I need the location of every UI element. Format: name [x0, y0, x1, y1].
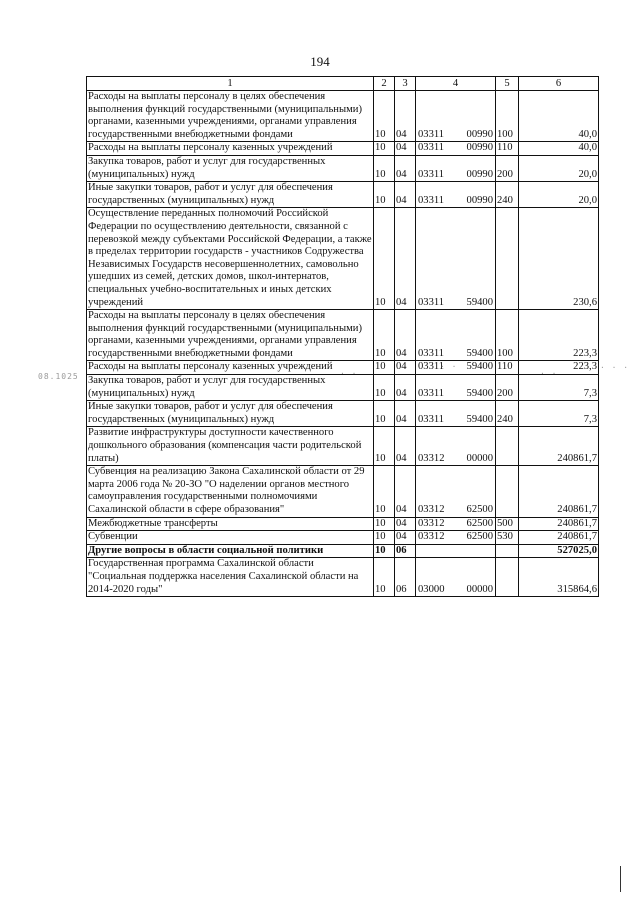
header-col-6: 6 — [519, 77, 599, 91]
row-amount: 20,0 — [519, 155, 599, 181]
row-expense-type — [496, 427, 519, 466]
row-section: 10 — [374, 531, 395, 545]
row-target-code: 03311 — [418, 413, 445, 425]
page-number: 194 — [310, 54, 330, 69]
table-row — [87, 310, 599, 361]
row-target-article — [416, 544, 496, 558]
row-target-code: 03311 — [418, 296, 445, 308]
row-target-direction: 00990 — [466, 168, 493, 180]
table-row — [87, 155, 599, 181]
header-col-3: 3 — [395, 77, 416, 91]
row-name: Другие вопросы в области социальной политики — [87, 544, 374, 558]
row-target-article — [416, 531, 496, 545]
row-expense-type: 200 — [496, 155, 519, 181]
row-section: 10 — [374, 310, 395, 361]
header-col-5: 5 — [496, 77, 519, 91]
row-target-direction: 00990 — [466, 142, 493, 154]
row-target-article — [416, 310, 496, 361]
row-section: 10 — [374, 142, 395, 156]
scan-mark-mid-1: · · — [340, 369, 358, 378]
row-subsection: 04 — [395, 310, 416, 361]
row-subsection: 04 — [395, 517, 416, 531]
row-amount: 527025,0 — [519, 544, 599, 558]
row-target-direction: 62500 — [466, 504, 493, 515]
row-target-article — [416, 142, 496, 156]
row-target-code: 03312 — [418, 531, 445, 543]
row-target-direction: 00000 — [466, 583, 493, 595]
row-target-code: 03311 — [418, 361, 445, 373]
row-expense-type: 100 — [496, 310, 519, 361]
row-section: 10 — [374, 375, 395, 401]
row-expense-type: 110 — [496, 142, 519, 156]
row-target-article — [416, 466, 496, 517]
table-row — [87, 208, 599, 310]
row-expense-type: 110 — [496, 361, 519, 375]
row-amount: 40,0 — [519, 142, 599, 156]
table-row — [87, 531, 599, 545]
row-target-article — [416, 427, 496, 466]
table-row — [87, 517, 599, 531]
scan-mark-mid-3: · · — [540, 369, 558, 378]
scan-mark-left: 08.1025 — [38, 372, 79, 381]
row-target-code: 03311 — [418, 194, 445, 206]
row-target-code: 03311 — [418, 387, 445, 399]
row-target-article — [416, 517, 496, 531]
scan-mark-right: · · · — [600, 363, 630, 372]
row-section: 10 — [374, 401, 395, 427]
row-name: Закупка товаров, работ и услуг для государственных (муниципальных) нужд — [87, 155, 374, 181]
table-row — [87, 401, 599, 427]
row-target-code: 03311 — [418, 142, 445, 154]
row-target-direction: 00990 — [466, 194, 493, 206]
header-col-4: 4 — [416, 77, 496, 91]
row-target-code: 03312 — [418, 517, 445, 529]
row-target-code: 03311 — [418, 168, 445, 180]
row-amount: 240861,7 — [519, 427, 599, 466]
row-target-code: 03000 — [418, 583, 445, 595]
header-col-2: 2 — [374, 77, 395, 91]
row-expense-type: 500 — [496, 517, 519, 531]
row-name: Государственная программа Сахалинской области "Социальная поддержка населения Сахалинской области на 2014-2020 годы" — [87, 558, 374, 597]
row-target-article — [416, 208, 496, 310]
row-amount: 240861,7 — [519, 517, 599, 531]
row-expense-type — [496, 208, 519, 310]
row-amount: 315864,6 — [519, 558, 599, 597]
table-row — [87, 466, 599, 517]
row-target-code: 03311 — [418, 128, 445, 140]
row-name: Развитие инфраструктуры доступности качественного дошкольного образования (компенсация части родительской платы) — [87, 427, 374, 466]
row-name: Расходы на выплаты персоналу казенных учреждений — [87, 142, 374, 156]
row-target-article — [416, 155, 496, 181]
row-amount: 230,6 — [519, 208, 599, 310]
row-subsection: 04 — [395, 531, 416, 545]
row-name: Межбюджетные трансферты — [87, 517, 374, 531]
row-section: 10 — [374, 208, 395, 310]
table-row — [87, 427, 599, 466]
row-expense-type: 240 — [496, 182, 519, 208]
row-target-direction: 59400 — [466, 413, 493, 425]
row-amount: 240861,7 — [519, 466, 599, 517]
row-subsection: 04 — [395, 182, 416, 208]
header-row — [87, 77, 599, 91]
row-target-direction: 00000 — [466, 452, 493, 464]
row-target-code: 03312 — [418, 504, 445, 515]
row-target-article — [416, 401, 496, 427]
row-target-direction: 00990 — [466, 128, 493, 140]
row-target-direction: 59400 — [466, 296, 493, 308]
row-section: 10 — [374, 182, 395, 208]
row-section: 10 — [374, 427, 395, 466]
row-section: 10 — [374, 361, 395, 375]
table-row — [87, 375, 599, 401]
row-target-article — [416, 375, 496, 401]
row-expense-type: 200 — [496, 375, 519, 401]
row-name: Иные закупки товаров, работ и услуг для обеспечения государственных (муниципальных) нужд — [87, 401, 374, 427]
row-expense-type — [496, 558, 519, 597]
table-row — [87, 558, 599, 597]
row-name: Расходы на выплаты персоналу в целях обеспечения выполнения функций государственными (муниципальными) органами, казенными учреждениями, органами управления государственными внебюджетными фондами — [87, 91, 374, 142]
row-expense-type: 240 — [496, 401, 519, 427]
row-subsection: 04 — [395, 427, 416, 466]
row-subsection: 04 — [395, 361, 416, 375]
row-name: Субвенции — [87, 531, 374, 545]
row-name: Иные закупки товаров, работ и услуг для обеспечения государственных (муниципальных) нужд — [87, 182, 374, 208]
row-target-direction: 59400 — [466, 347, 493, 359]
margin-line — [620, 866, 621, 892]
row-amount: 7,3 — [519, 401, 599, 427]
row-target-direction: 59400 — [466, 361, 493, 373]
row-subsection: 04 — [395, 142, 416, 156]
row-subsection: 04 — [395, 155, 416, 181]
row-section: 10 — [374, 558, 395, 597]
table-row — [87, 142, 599, 156]
row-subsection: 06 — [395, 544, 416, 558]
table-row-section-total — [87, 544, 599, 558]
row-name: Закупка товаров, работ и услуг для государственных (муниципальных) нужд — [87, 375, 374, 401]
row-expense-type — [496, 466, 519, 517]
row-section: 10 — [374, 544, 395, 558]
row-name: Осуществление переданных полномочий Российской Федерации по осуществлению деятельности, связанной с перевозкой между субъектами Российской Федерации, а также в пределах территории государств - участников Содружества Независимых Государств несовершеннолетних, самовольно ушедших из семей, детских домов, школ-интернатов, специальных учебно-воспитательных и иных детских учреждений — [87, 208, 374, 310]
row-target-article — [416, 91, 496, 142]
row-expense-type — [496, 544, 519, 558]
row-subsection: 04 — [395, 91, 416, 142]
row-expense-type: 530 — [496, 531, 519, 545]
row-subsection: 04 — [395, 375, 416, 401]
row-section: 10 — [374, 155, 395, 181]
row-name: Субвенция на реализацию Закона Сахалинской области от 29 марта 2006 года № 20-ЗО "О наделении органов местного самоуправления государственными полномочиями Сахалинской области в сфере образования" — [87, 466, 374, 517]
row-target-article — [416, 558, 496, 597]
row-amount: 223,3 — [519, 310, 599, 361]
row-amount: 223,3 — [519, 361, 599, 375]
row-section: 10 — [374, 517, 395, 531]
scan-mark-mid-2: · · — [440, 362, 458, 371]
header-col-1: 1 — [87, 77, 374, 91]
row-name: Расходы на выплаты персоналу казенных учреждений — [87, 361, 374, 375]
row-subsection: 04 — [395, 466, 416, 517]
row-subsection: 06 — [395, 558, 416, 597]
row-target-direction: 62500 — [466, 531, 493, 543]
row-amount: 240861,7 — [519, 531, 599, 545]
row-target-direction: 62500 — [466, 517, 493, 529]
row-subsection: 04 — [395, 401, 416, 427]
row-expense-type: 100 — [496, 91, 519, 142]
row-amount: 20,0 — [519, 182, 599, 208]
row-amount: 7,3 — [519, 375, 599, 401]
table-row — [87, 182, 599, 208]
row-subsection: 04 — [395, 208, 416, 310]
row-amount: 40,0 — [519, 91, 599, 142]
row-target-direction: 59400 — [466, 387, 493, 399]
budget-table — [86, 76, 599, 597]
row-section: 10 — [374, 91, 395, 142]
row-target-code: 03311 — [418, 347, 445, 359]
row-target-article — [416, 182, 496, 208]
table-row — [87, 91, 599, 142]
row-target-code: 03312 — [418, 452, 445, 464]
row-name: Расходы на выплаты персоналу в целях обеспечения выполнения функций государственными (муниципальными) органами, казенными учреждениями, органами управления государственными внебюджетными фондами — [87, 310, 374, 361]
row-section: 10 — [374, 466, 395, 517]
